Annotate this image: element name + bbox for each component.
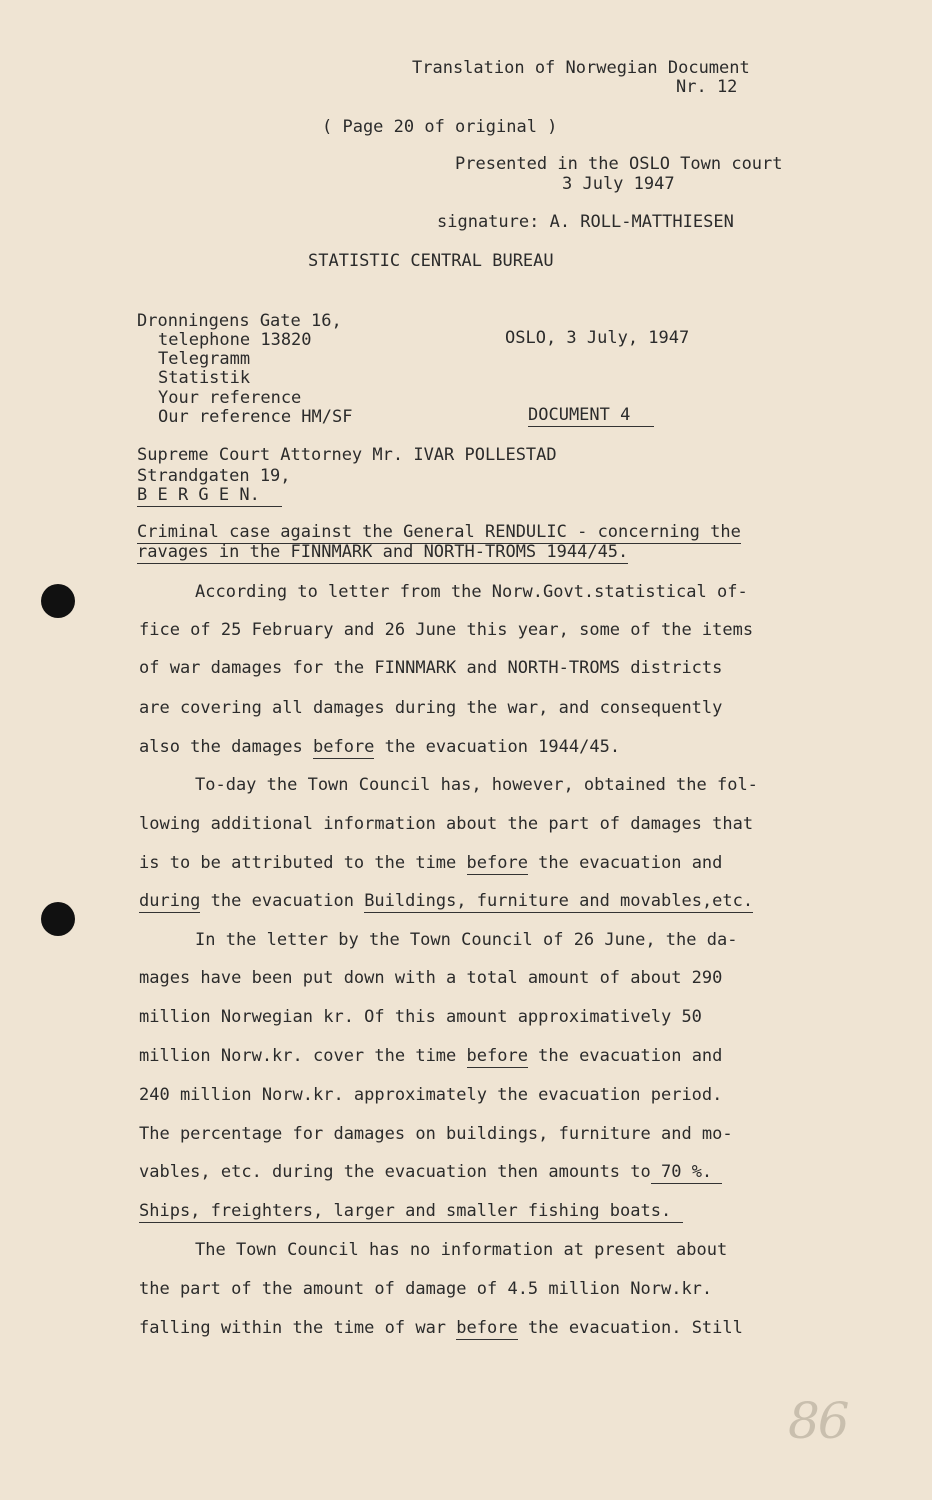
subject-line-1: Criminal case against the General RENDULIC - concerning the	[137, 522, 741, 542]
telegram: Telegramm	[158, 349, 251, 369]
body-line: 240 million Norw.kr. approximately the evacuation period.	[139, 1085, 723, 1105]
document-label: DOCUMENT 4	[528, 405, 654, 427]
telephone: telephone 13820	[158, 330, 312, 350]
emphasis-during: during	[139, 891, 201, 911]
place-date: OSLO, 3 July, 1947	[505, 328, 690, 348]
emphasis-before: before	[456, 1318, 518, 1338]
bureau-name: STATISTIC CENTRAL BUREAU	[308, 251, 554, 271]
body-line: are covering all damages during the war, and consequently	[139, 698, 723, 718]
body-line: million Norw.kr. cover the time before the evacuation and	[139, 1046, 723, 1066]
body-line: In the letter by the Town Council of 26 June, the da-	[195, 930, 738, 950]
address: Dronningens Gate 16,	[137, 311, 342, 331]
punch-hole	[41, 584, 75, 618]
recipient-name: Supreme Court Attorney Mr. IVAR POLLESTAD	[137, 445, 557, 465]
document-number: Nr. 12	[676, 77, 738, 97]
percentage-70: 70 %.	[650, 1162, 723, 1182]
body-line: The percentage for damages on buildings, furniture and mo-	[139, 1124, 733, 1144]
body-line: also the damages before the evacuation 1944/45.	[139, 737, 621, 757]
section-heading-buildings: Buildings, furniture and movables,etc.	[364, 891, 754, 911]
body-line: The Town Council has no information at present about	[195, 1240, 728, 1260]
body-line: is to be attributed to the time before the evacuation and	[139, 853, 723, 873]
section-heading-ships: Ships, freighters, larger and smaller fishing boats.	[139, 1201, 683, 1223]
body-line: According to letter from the Norw.Govt.statistical of-	[195, 582, 748, 602]
emphasis-before: before	[466, 1046, 528, 1066]
body-line: million Norwegian kr. Of this amount approximatively 50	[139, 1007, 702, 1027]
punch-hole	[41, 902, 75, 936]
body-line: vables, etc. during the evacuation then amounts to 70 %.	[139, 1162, 723, 1182]
your-reference: Your reference	[158, 388, 302, 408]
body-line: falling within the time of war before the evacuation. Still	[139, 1318, 743, 1338]
recipient-street: Strandgaten 19,	[137, 466, 291, 486]
body-line: of war damages for the FINNMARK and NORTH-TROMS districts	[139, 658, 723, 678]
handwritten-page-number: 86	[788, 1392, 848, 1450]
body-line: mages have been put down with a total amount of about 290	[139, 968, 723, 988]
emphasis-before: before	[466, 853, 528, 873]
body-line: fice of 25 February and 26 June this year, some of the items	[139, 620, 754, 640]
recipient-city: B E R G E N.	[137, 485, 282, 507]
our-reference: Our reference HM/SF	[158, 407, 353, 427]
telegram-word: Statistik	[158, 368, 251, 388]
page-of-original: ( Page 20 of original )	[322, 117, 558, 137]
body-line: To-day the Town Council has, however, obtained the fol-	[195, 775, 758, 795]
body-line: lowing additional information about the part of damages that	[139, 814, 754, 834]
signature-line: signature: A. ROLL-MATTHIESEN	[437, 212, 734, 232]
subject-line-2: ravages in the FINNMARK and NORTH-TROMS 1944/45.	[137, 542, 629, 562]
body-line: during the evacuation Buildings, furniture and movables,etc.	[139, 891, 754, 911]
translation-title: Translation of Norwegian Document	[412, 58, 750, 78]
presented-line: Presented in the OSLO Town court	[455, 154, 783, 174]
presented-date: 3 July 1947	[562, 174, 675, 194]
emphasis-before: before	[313, 737, 375, 757]
body-line: the part of the amount of damage of 4.5 million Norw.kr.	[139, 1279, 713, 1299]
